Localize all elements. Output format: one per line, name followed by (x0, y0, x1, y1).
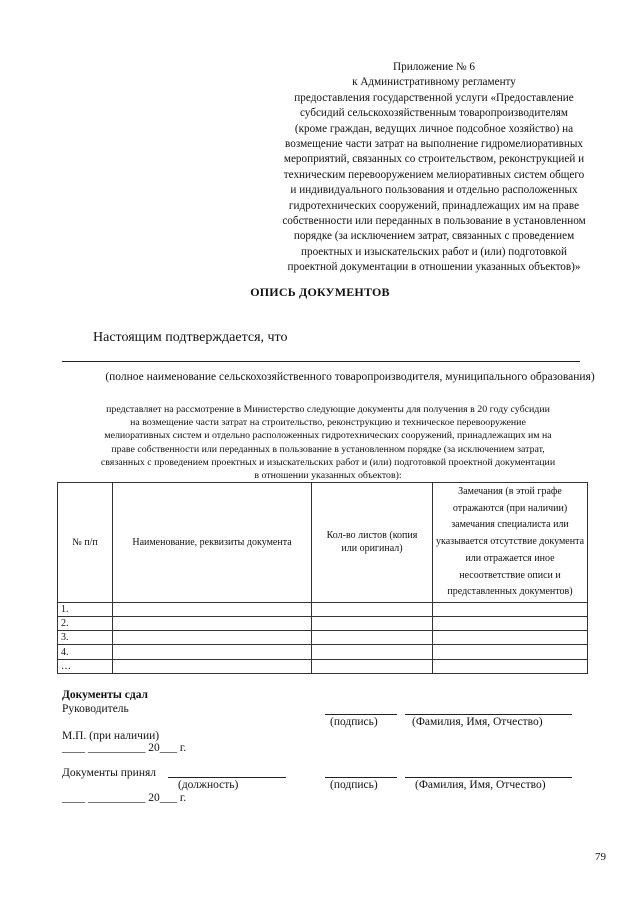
received-date: ____ __________ 20___ г. (62, 792, 187, 804)
appendix-header (250, 60, 618, 276)
documents-table (57, 482, 588, 674)
table-header-row (58, 483, 588, 603)
header-num: № п/п (58, 483, 113, 603)
paragraph-line: представляет на рассмотрение в Министерство следующие документы для получения в 20 году субсидии (106, 404, 550, 415)
row-number: … (58, 659, 113, 673)
row-document-name (113, 631, 312, 645)
row-sheet-count (312, 602, 433, 616)
row-number: 3. (58, 631, 113, 645)
row-remarks (433, 645, 588, 659)
received-signature-line (325, 777, 397, 778)
row-number: 4. (58, 645, 113, 659)
appendix-line: собственности или переданных в пользование в установленном (282, 215, 586, 228)
confirm-text: Настоящим подтверждается, что (93, 330, 288, 345)
appendix-line: и индивидуального пользования и отдельно расположенных (290, 184, 578, 197)
paragraph-line: мелиоративных систем и отдельно расположенных гидротехнических сооружений, принадлежащих им на (104, 430, 552, 442)
table-row (58, 645, 588, 659)
head-label: Руководитель (62, 703, 129, 715)
appendix-line: порядке (за исключением затрат, связанных с проведением (293, 230, 575, 243)
paragraph-line: праве собственности или переданных в пользование в установленном порядке (за исключением затрат, (111, 443, 545, 455)
row-remarks (433, 602, 588, 616)
paragraph-line: связанных с проведением проектных и изыскательских работ и (или) подготовкой проектной документации (100, 456, 556, 468)
row-document-name (113, 602, 312, 616)
paragraph-line: на возмещение части затрат на строительство, реконструкцию и техническое перевооружение (130, 417, 526, 429)
row-remarks (433, 659, 588, 673)
appendix-line: предоставления государственной услуги «Предоставление (294, 91, 574, 104)
row-document-name (113, 617, 312, 631)
organization-name-line (62, 361, 580, 362)
request-paragraph (62, 403, 594, 482)
document-title: ОПИСЬ ДОКУМЕНТОВ (250, 285, 390, 299)
appendix-line: проектных и изыскательских работ и (или) подготовкой (300, 245, 568, 258)
appendix-line: проектной документации в отношении указанных объектов)» (287, 261, 581, 274)
received-fio-line (405, 777, 572, 778)
received-label: Документы принял (62, 767, 157, 779)
table-row (58, 617, 588, 631)
handed-date: ____ __________ 20___ г. (62, 742, 187, 754)
position-line (168, 777, 286, 778)
row-document-name (113, 645, 312, 659)
table-row (58, 631, 588, 645)
table-row (58, 659, 588, 673)
appendix-line: к Административному регламенту (352, 76, 516, 89)
seal-label: М.П. (при наличии) (62, 730, 160, 742)
organization-name-hint: (полное наименование сельскохозяйственного товаропроизводителя, муниципального образования) (105, 371, 595, 383)
row-number: 2. (58, 617, 113, 631)
head-signature-line (325, 714, 397, 715)
row-number: 1. (58, 602, 113, 616)
appendix-line: (кроме граждан, ведущих личное подсобное хозяйство) на (294, 122, 574, 135)
received-fio-label: (Фамилия, Имя, Отчество) (415, 779, 546, 791)
table-row (58, 602, 588, 616)
row-sheet-count (312, 617, 433, 631)
paragraph-line: в отношении указанных объектов): (254, 470, 402, 482)
appendix-line: возмещение части затрат на выполнение гидромелиоративных (285, 138, 583, 151)
received-signature-label: (подпись) (330, 779, 378, 791)
head-fio-label: (Фамилия, Имя, Отчество) (412, 716, 543, 728)
row-document-name (113, 659, 312, 673)
row-remarks (433, 617, 588, 631)
appendix-line: гидротехнических сооружений, принадлежащих им на праве (288, 199, 580, 212)
header-name: Наименование, реквизиты документа (113, 483, 312, 603)
header-remarks: Замечания (в этой графе отражаются (при наличии) замечания специалиста или указывается отсутствие документа или отражается иное несоответствие описи и представленных документов) (433, 483, 588, 603)
head-fio-line (405, 714, 572, 715)
row-sheet-count (312, 631, 433, 645)
appendix-line: мероприятий, связанных со строительством, реконструкцией и (283, 153, 585, 166)
row-remarks (433, 631, 588, 645)
handed-title: Документы сдал (62, 689, 149, 701)
row-sheet-count (312, 659, 433, 673)
position-label: (должность) (178, 779, 239, 791)
page-number: 79 (595, 851, 606, 863)
appendix-line: субсидий сельскохозяйственным товаропроизводителям (299, 107, 568, 120)
appendix-line: Приложение № 6 (393, 61, 475, 73)
appendix-line: техническим перевооружением мелиоративных систем общего (283, 168, 585, 181)
head-signature-label: (подпись) (330, 716, 378, 728)
header-count: Кол-во листов (копия или оригинал) (312, 483, 433, 603)
row-sheet-count (312, 645, 433, 659)
